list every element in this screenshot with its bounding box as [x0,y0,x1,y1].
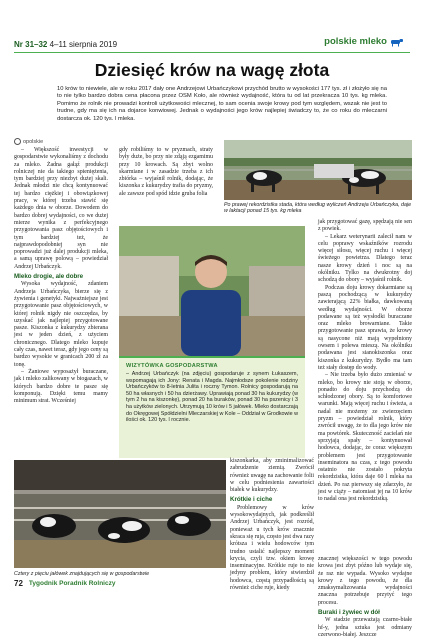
col1-paragraph: Wysoka wydajność, zdaniem Andrzeja Urbańczyka, bierze się z żywienia i genetyki. Najważniejsze jest przygotowanie pasz objętościowych, w której rolnik nigdy nie oszczędza, by uzyskać jak najlepiej przygotowane pasze. Kiszonka z kukurydzy zbierana jest w jeden dzień, z użyciem chronicznego. Dlatego mleko kupuje cały czas, nawet teraz, gdy jego ceny są bardzo wysokie w granicach 200 zł za tonę. [14,281,108,368]
column-5 [318,556,412,638]
col1-paragraph: – Żaniowe wyposażył buraczane, jak i mleko zalikowany w biogazach, w których bardzo dobre te pasze się komponują. Dzięki temu mamy minimum strat. Wcześniej [14,368,108,405]
info-box-heading: WIZYTÓWKA GOSPODARSTWA [126,363,218,369]
column-3 [318,219,412,554]
region-marker-icon [14,138,21,145]
photo-caption: Po prawej rekordzistka stada, która według wyliczeń Andrzeja Urbańczyka, daje w laktacji ponad 15 tys. kg mleka [224,202,412,215]
issue-dates: 4–11 sierpnia 2019 [49,40,118,49]
col3-paragraph: – Lekarz weterynarii zalecił nam w celu poprawy wskaźników rozrodu więcej siłosu, więcej ruchu i więcej świeżego powietrza. Dlatego teraz nasze krowy dzień i noc są na okólniku. Tylko na dwukrotny doj schodzą do obory – wyjaśnił rolnik. [318,233,412,284]
col3-paragraph: jak przygotować gazę, spędzają nie sen z powiek. [318,219,412,233]
cows-paddock-image [224,140,412,200]
col4-paragraph: kiszonkarka, aby zminimalizować zabrudzenie ziemią. Zwrócił również uwagę na zachowanie folii w celu podniesienia zawartości białek w kukurydzy. [230,458,314,494]
column-2 [119,147,213,223]
issue-header [14,40,117,49]
page-number: 72 [14,579,23,588]
col4-paragraph: Problemowy w krów wysokowydajnych, jak podkreślił Andrzej Urbańczyk, jest rozród, ponieważ u tych krów znacznie skraca się ruja, często jest dwa razy krótsza i wielu hodowców tym trudno ustalić najlepszy moment krycia, czyli tzw. okiem krowę inseminacyjne. Krótkie ruje to nie jedyny problem, który stwierdził hodowca, częstą przypadłością są również ciche ruje, kiedy [230,504,314,592]
issue-number: Nr 31–32 [14,40,48,49]
header-divider [14,52,410,53]
photo-farmer [119,226,305,356]
farmer-portrait-image [119,226,305,356]
photo-record-cow [224,140,412,200]
col1-paragraph: – Większość inwestycji w gospodarstwie wykonaliśmy z dochodu za mleko. Żadna gałąź produkcji rolniczej nie da takiego spieniężenia, tym bardziej przy niezbyt dużej skali. Jednak młodzi nie chcą kontynuować tej bardzo ciężkiej i obowiązkowej pracy, w której trzeba stawić się każdego dnia w oborze. Dowodem do bardzo dobrej wydajności, co we dużej mierze wynika z perfekcyjnego przygotowania pasz objętościowych i tym bardziej też, że najprawdopodobniej syn nie poprowadzi już dalej produkcji mleka, a samą uprawę polową – powiedział Andrzej Urbańczyk. [14,147,108,270]
col3-paragraph: Podczas doju krowy dokarmiane są paszą pochodzącą w kukurydzy zawierającą 22% białka, dawkowaną według wydajności. W oborze podawane są też wysłodki buraczane oraz mleko browarniane. Takie przygotowanie pasz sprawia, że krowy są nasycone niż mają wypełniony owsem i polewa mieszą. Na okólniku podawana jest sianokiszonka oraz kiszonka z kukurydzy. Bydło ma tam też stały dostęp do wody. [318,284,412,371]
col1-subheading: Mleko drogie, ale dobre [14,273,84,281]
section-brand [324,36,404,47]
photo-heifers [14,460,226,568]
magazine-name: Tygodnik Poradnik Rolniczy [28,580,116,587]
info-box-text: – Andrzej Urbańczyk (na zdjęciu) gospodaruje z synem Łukaszem, wspomagają ich Jony: Renata i Magda. Najmłodsze pokolenie rodziny Urbańczyków to 8-letnia Julita i roczny Tymon. Rolnicy gospodarują na 50 ha własnych i 50 ha dzierżawy. Uprawiają ponad 30 ha kukurydzy (w tym 2 ha na kiszonkę), ponad 20 ha buraków, ponad 30 ha pszenicy i 3 ha użytków zielonych. Utrzymują 10 krów i 5 jałówek. Mleko dostarczają do Okręgowej Spółdzielni Mleczarskiej w Kole – Oddział w Grodkowie w ilości ok. 120 tys. l rocznie. [126,371,298,424]
page-footer [14,579,115,588]
brand-label: polskie mleko [324,36,387,47]
article-title: Dziesięć krów na wagę złota [94,60,330,80]
col4-subheading: Krótkie i ciche [230,496,273,504]
region-tag [14,138,43,145]
col5-paragraph: W stadzie przeważają czarno-białe hf-y, jedna sztuka jest odmiany czerwono-białej. Jeszcze [318,617,412,638]
col2-paragraph: gdy robiliśmy to w pryzmach, straty były duże, bo przy nie zdąją ezgamimu przy 10 krowach. Są zbyt wolno skarmiane i w zasadzie trzeba z ich zbiórka – wyjaśnił rolnik, dodając, że kiszonka z kukurydzy trafia do pryzmy, ale zawsze pod spód idzie gruba folia [119,147,213,197]
col5-subheading: Buraki i żywiec w dół [318,609,380,617]
col3-paragraph: – Nie trzeba było dużo zmieniać w mleko, bo krowy nie stoją w oborze, ponadto do doju przychodzą do schłodzonej obory. Są to komfortowe warunki. Mają więcej ruchu i świeża, a nadal nie możemy ze zwierzęciem pryzm – powiedział rolnik, który zwrócił uwagę, że to dla jego krów nie ma powtórek. Skuteczność zacielań nie sprzyjają spały – kontynuował hodowca, dodając, że coraz większym problemem jest przygotowanie inseminatora na czas, z tego powodu ostatnio nie zostało pokryta rekordzistka, która daje 60 l mleka na dzień. Po raz pierwszy się zdarzyło, że jest w ciąży – natomiast jej na 10 krów to nadal ona jest rekordzistką. [318,372,412,503]
article-lead: 10 krów to niewiele, ale w roku 2017 dały one Andrzejowi Urbańczykowi przychód brutto w wysokości 177 tys. zł i złożyło się na to nie tylko bardzo dobra cena płacona przez OSM Koło, ale również wydajność, która tu od lat przekracza 10 tys. kg mleka. Pomimo że rolnik nie prowadzi kontroli użytkowości mlecznej, to sam ocenia swoje krowy pod tym względem, wszak nie jest to trudne, gdy ma się ich na dojarce konwiowej. Jednak o wydajności jego krów najlepiej świadczy to, że co roku do mleczarni dostarcza ok. 120 tys. l mleka. [57,86,387,122]
cow-icon [390,37,404,47]
farm-info-box [119,356,305,458]
region-label: opolskie [23,138,44,145]
photo-caption: Cztery z pięciu jałówek znajdujących się w gospodarstwie [14,571,150,577]
column-4 [230,458,314,592]
col5-paragraph: znacznej większości w tego powodu krowa jest zbyt późno lub wydaje się, że raz nie wypada. Wysoko wydajne krowy z tego powodu, że dla zmaksymalizowania wydajności znaczna potrzebuje przytyć tego procesu. [318,556,412,606]
heifers-barn-image [14,460,226,568]
